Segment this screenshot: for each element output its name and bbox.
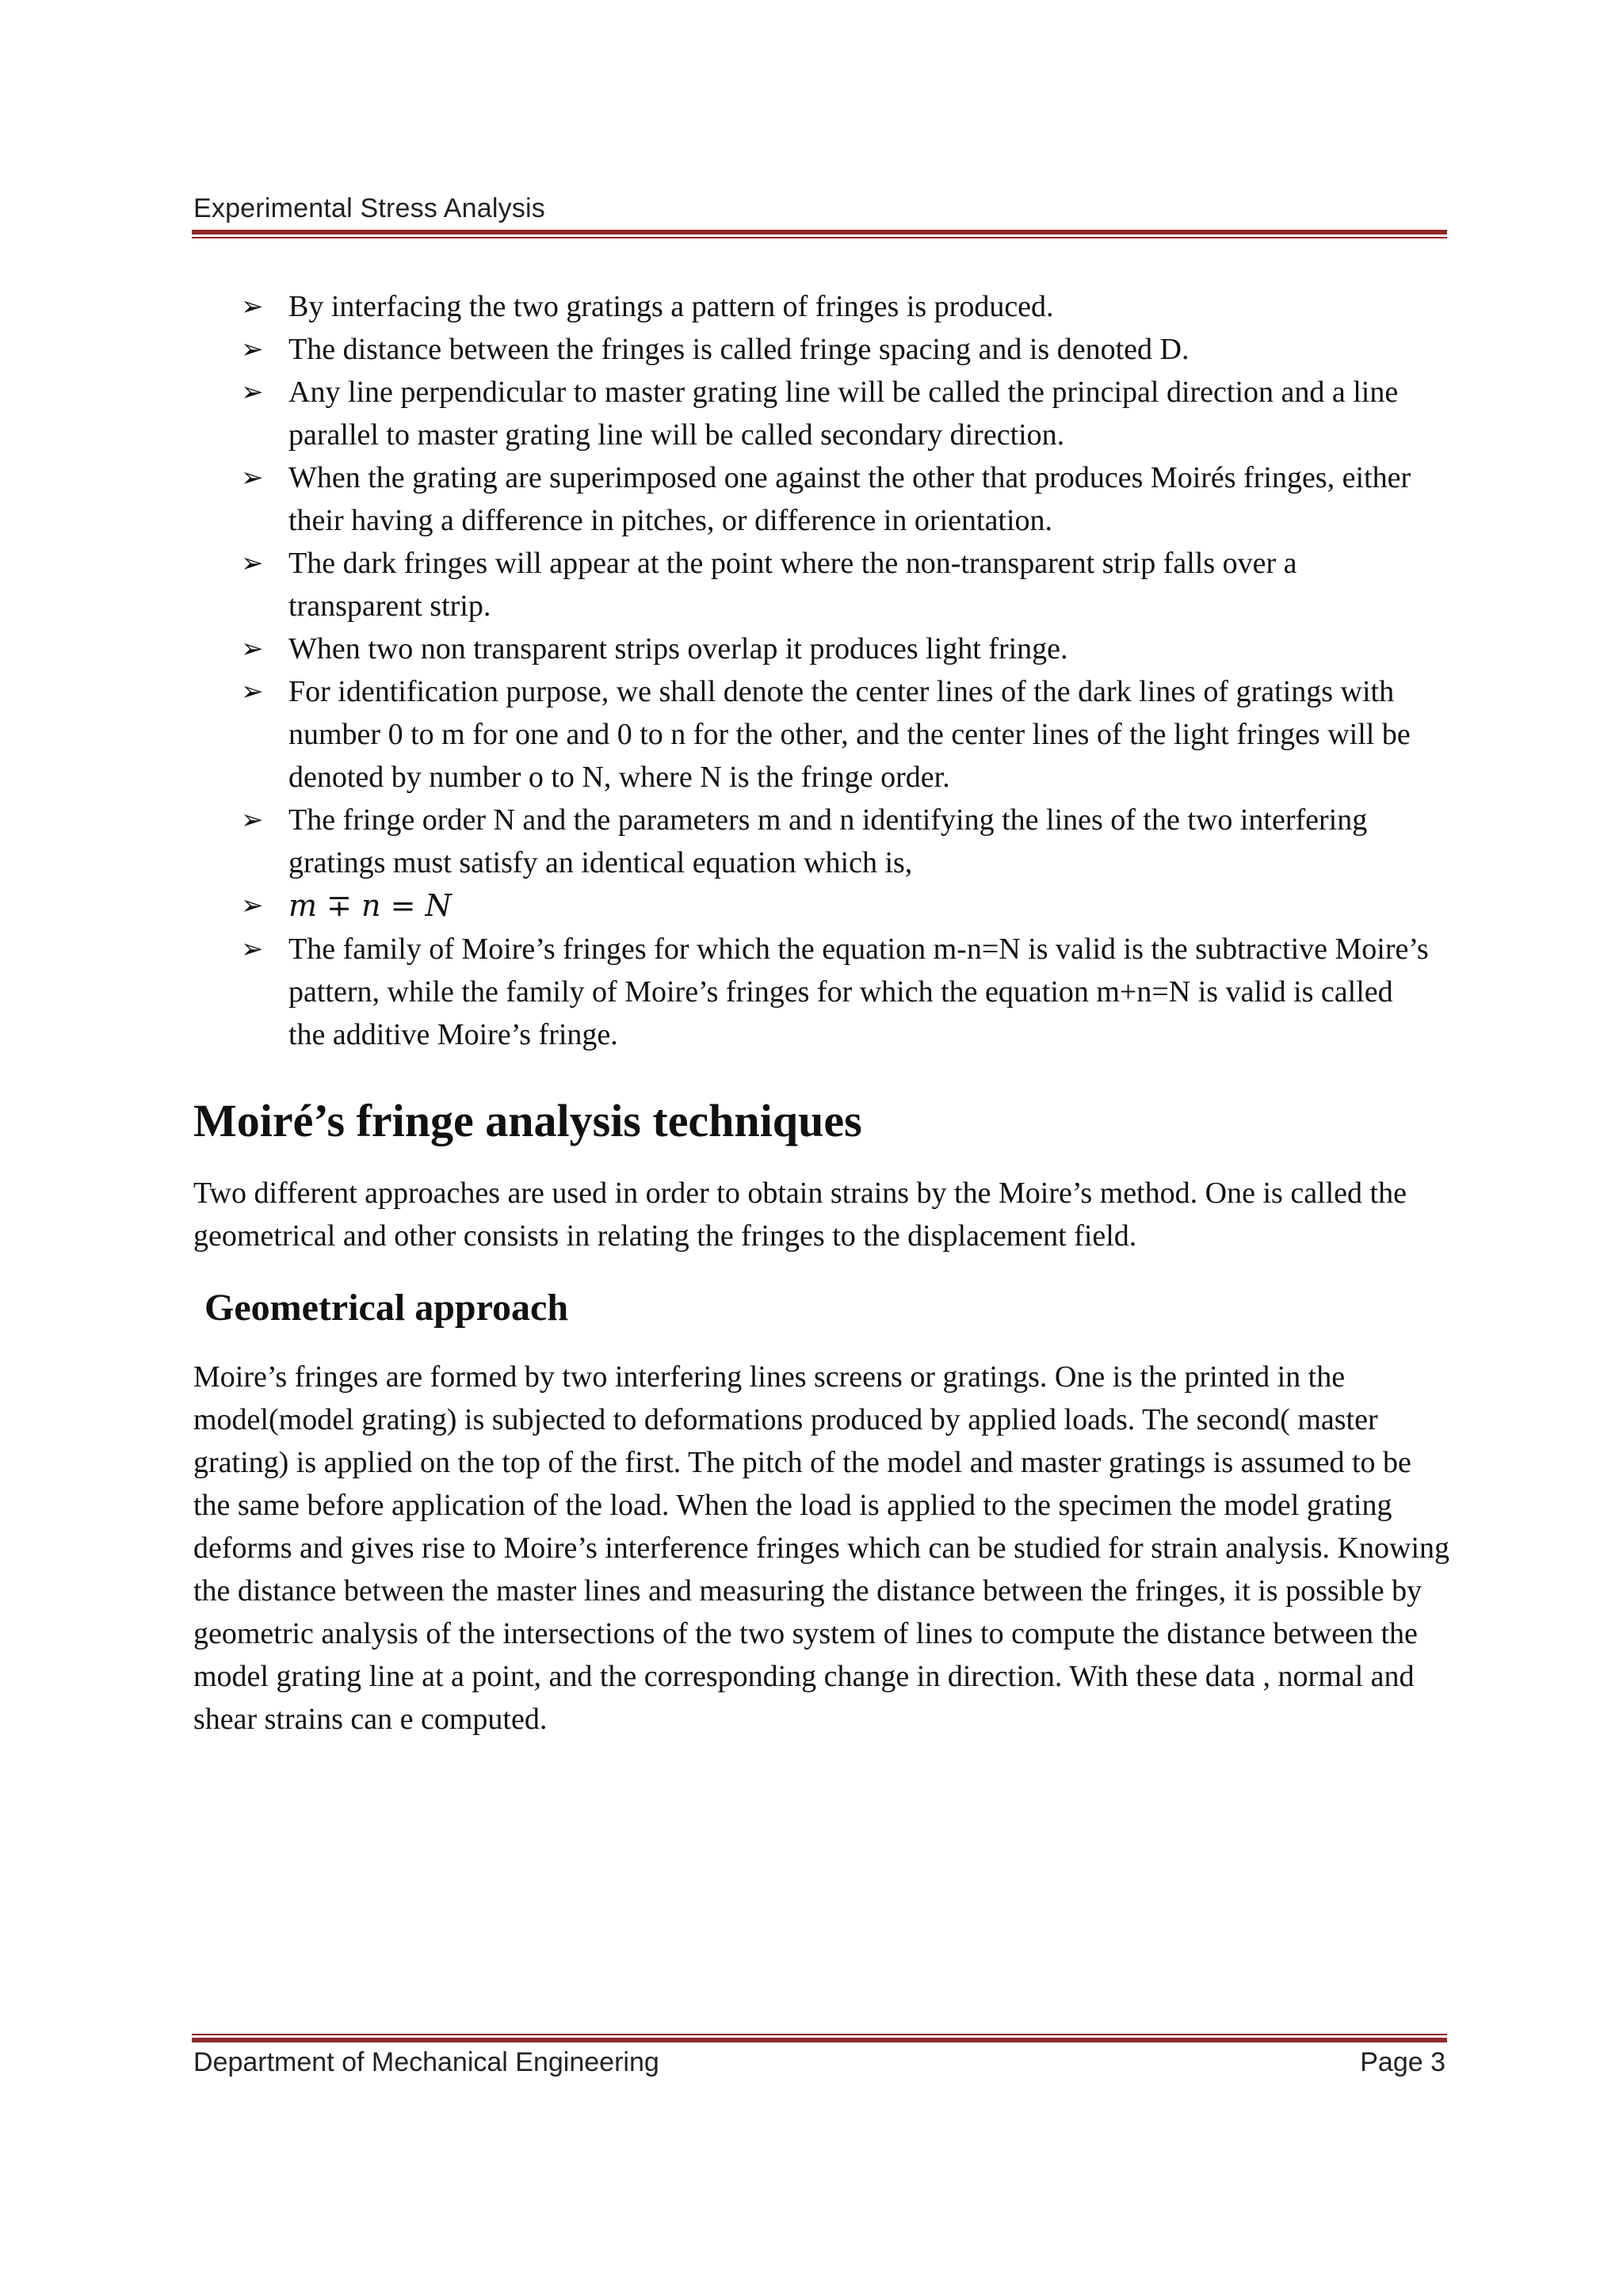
subsection-title: Geometrical approach: [204, 1287, 569, 1329]
arrowhead-bullet-icon: ➢: [241, 804, 264, 836]
footer-department: Department of Mechanical Engineering: [193, 2047, 659, 2077]
page-content: [193, 285, 1450, 1741]
header-rule: [192, 230, 1447, 238]
list-item-text: Any line perpendicular to master grating line will be called the principal direction and a line parallel to master grating line will be called secondary direction.: [288, 376, 1399, 452]
footer-rule-thick: [192, 2038, 1447, 2042]
list-item-text: The dark fringes will appear at the point where the non-transparent strip falls over a transparent strip.: [288, 547, 1297, 623]
list-item-text: When the grating are superimposed one against the other that produces Moirés fringes, either their having a difference in pitches, or difference in orientation.: [288, 461, 1411, 537]
list-item-text: The distance between the fringes is called fringe spacing and is denoted D.: [288, 333, 1190, 366]
arrowhead-bullet-icon: ➢: [241, 376, 264, 408]
list-item-text: When two non transparent strips overlap it produces light fringe.: [288, 632, 1068, 666]
list-item: [193, 542, 1450, 627]
list-item: [193, 799, 1450, 884]
section-intro-paragraph: Two different approaches are used in order to obtain strains by the Moire’s method. One is called the geometrical and other consists in relating the fringes to the displacement field.: [193, 1177, 1407, 1253]
subsection-body-paragraph: Moire’s fringes are formed by two interfering lines screens or gratings. One is the printed in the model(model grating) is subjected to deformations produced by applied loads. The second( master grating) is applied on the top of the first. The pitch of the model and master gratings is assumed to be the same before application of the load. When the load is applied to the specimen the model grating deforms and gives rise to Moire’s interference fringes which can be studied for strain analysis. Knowing the distance between the master lines and measuring the distance between the fringes, it is possible by geometric analysis of the intersections of the two system of lines to compute the distance between the model grating line at a point, and the corresponding change in direction. With these data , normal and shear strains can e computed.: [193, 1360, 1449, 1736]
running-footer: [193, 2047, 1445, 2078]
list-item: [193, 928, 1450, 1056]
arrowhead-bullet-icon: ➢: [241, 291, 264, 322]
list-item-equation: [193, 884, 1450, 928]
list-item-text: For identification purpose, we shall denote the center lines of the dark lines of gratings with number 0 to m for one and 0 to n for the other, and the center lines of the light fringes will be denoted by number o to N, where N is the fringe order.: [288, 675, 1411, 794]
list-item: [193, 371, 1450, 456]
list-item: [193, 670, 1450, 799]
section-title: Moiré’s fringe analysis techniques: [193, 1095, 862, 1146]
header-rule-thin: [192, 237, 1447, 238]
arrowhead-bullet-icon: ➢: [241, 334, 264, 365]
list-item: [193, 328, 1450, 371]
list-item: [193, 285, 1450, 328]
arrowhead-bullet-icon: ➢: [241, 547, 264, 579]
bullet-list: [193, 285, 1450, 1056]
list-item: [193, 456, 1450, 542]
page-number: Page 3: [1360, 2047, 1445, 2077]
list-item: [193, 627, 1450, 670]
arrowhead-bullet-icon: ➢: [241, 890, 264, 921]
footer-rule: [192, 2034, 1447, 2042]
arrowhead-bullet-icon: ➢: [241, 676, 264, 707]
arrowhead-bullet-icon: ➢: [241, 633, 264, 665]
running-header: Experimental Stress Analysis: [193, 193, 545, 223]
equation-text: m ∓ n = N: [288, 888, 452, 923]
arrowhead-bullet-icon: ➢: [241, 462, 264, 494]
list-item-text: The family of Moire’s fringes for which the equation m-n=N is valid is the subtractive Moire’s pattern, while the family of Moire’s fringes for which the equation m+n=N is valid is called the additive Moire’s fringe.: [288, 933, 1429, 1051]
arrowhead-bullet-icon: ➢: [241, 933, 264, 965]
list-item-text: By interfacing the two gratings a pattern of fringes is produced.: [288, 290, 1054, 323]
list-item-text: The fringe order N and the parameters m and n identifying the lines of the two interfering gratings must satisfy an identical equation which is,: [288, 803, 1368, 879]
